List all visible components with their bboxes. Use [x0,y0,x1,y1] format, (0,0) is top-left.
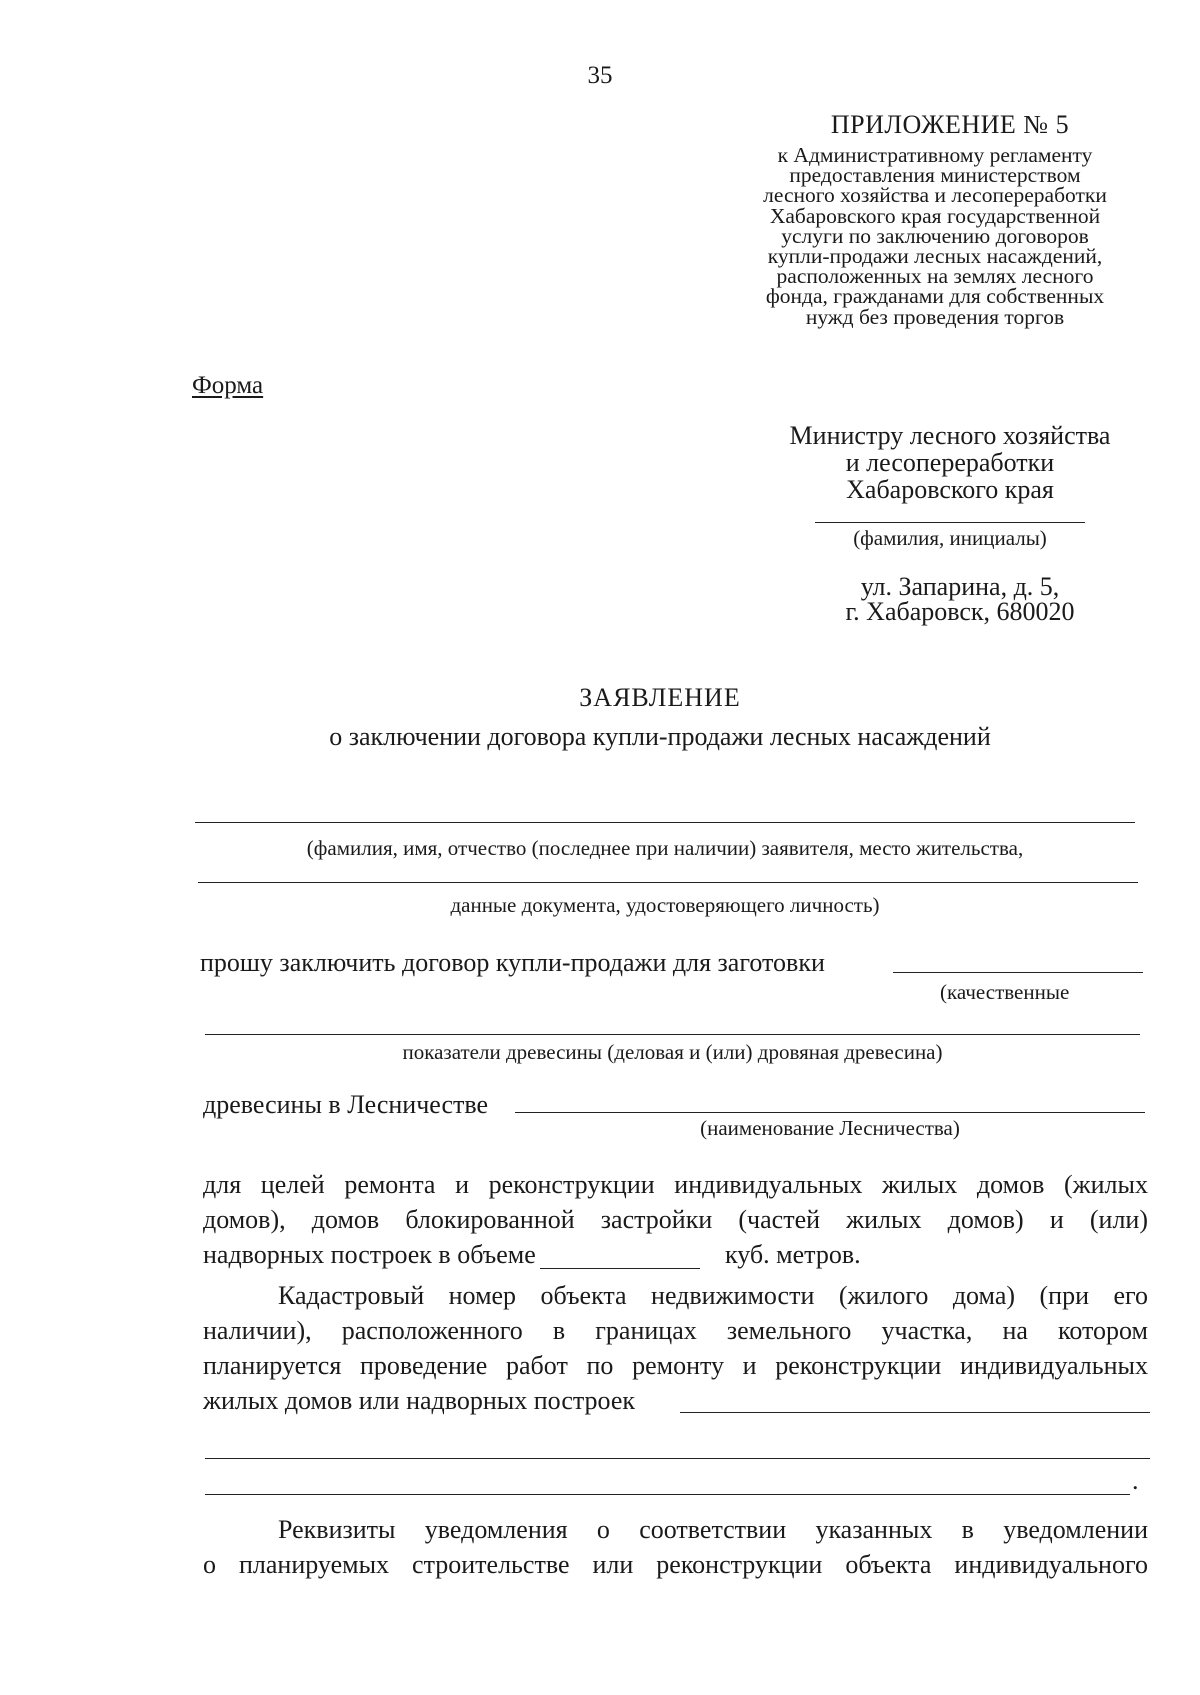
applicant-hint-1: (фамилия, имя, отчество (последнее при наличии) заявителя, место жительства, [306,836,1024,860]
cadastral-end-mark: . [1132,1466,1139,1495]
appendix-subtitle-line: к Административному регламенту [777,143,1093,167]
address-block [800,574,1120,624]
paragraph-notification-line: о планируемых строительстве или реконструкции объекта индивидуального [203,1550,1148,1579]
appendix-subtitle-line: лесного хозяйства и лесопереработки [763,183,1107,208]
forestry-field-line[interactable] [515,1112,1145,1113]
addressee-line: и лесопереработки [845,448,1055,477]
paragraph-purpose-line: домов), домов блокированной застройки (частей жилых домов) и (или) [203,1205,1148,1234]
addressee-line: Министру лесного хозяйства [789,421,1111,450]
appendix-subtitle-line: расположенных на землях лесного [776,264,1094,289]
volume-field-line[interactable] [540,1268,700,1269]
applicant-hint-2: данные документа, удостоверяющего личность) [450,893,880,917]
form-label: Форма [192,372,264,399]
page-number: 35 [587,62,613,89]
address-line: ул. Запарина, д. 5, [860,572,1060,601]
addressee-name-field-line[interactable] [815,522,1085,523]
wood-quality-field-line-2[interactable] [205,1034,1140,1035]
appendix-subtitle-line: услуги по заключению договоров [781,223,1089,248]
appendix-subtitle-line: купли-продажи лесных насаждений, [767,244,1103,269]
document-title: ЗАЯВЛЕНИЕ [579,683,741,712]
paragraph-purpose-line: надворных построек в объеме [203,1240,536,1269]
applicant-field-line-1[interactable] [195,822,1135,823]
paragraph-cadastral-line: наличии), расположенного в границах земельного участка, на котором [203,1316,1148,1345]
forestry-text: древесины в Лесничестве [203,1090,489,1119]
applicant-field-line-2[interactable] [198,882,1138,883]
paragraph-notification-line: Реквизиты уведомления о соответствии указанных в уведомлении [278,1515,1148,1544]
cadastral-field-line-1[interactable] [680,1412,1150,1413]
address-line: г. Хабаровск, 680020 [845,597,1075,626]
addressee-line: Хабаровского края [846,475,1054,504]
appendix-subtitle [725,145,1145,327]
wood-quality-hint-a: (качественные [940,980,1070,1004]
appendix-title: ПРИЛОЖЕНИЕ № 5 [830,110,1070,139]
appendix-subtitle-line: нужд без проведения торгов [805,304,1065,329]
wood-quality-hint-b: показатели древесины (деловая и (или) дровяная древесина) [402,1040,943,1064]
paragraph-purpose-line: для целей ремонта и реконструкции индивидуальных жилых домов (жилых [203,1170,1148,1199]
appendix-subtitle-line: Хабаровского края государственной [769,203,1101,228]
addressee-block [740,422,1160,503]
paragraph-cadastral-line: Кадастровый номер объекта недвижимости (жилого дома) (при его [278,1281,1148,1310]
document-subtitle: о заключении договора купли-продажи лесных насаждений [329,722,991,751]
appendix-subtitle-line: фонда, гражданами для собственных [765,284,1105,309]
paragraph-cadastral-line: планируется проведение работ по ремонту и реконструкции индивидуальных [203,1351,1148,1380]
cadastral-field-line-2[interactable] [205,1458,1150,1459]
forestry-hint: (наименование Лесничества) [700,1116,960,1140]
request-text: прошу заключить договор купли-продажи для заготовки [200,948,825,977]
addressee-name-hint: (фамилия, инициалы) [853,526,1047,550]
wood-quality-field-line-1[interactable] [893,972,1143,973]
cadastral-field-line-3[interactable] [205,1494,1130,1495]
appendix-subtitle-line: предоставления министерством [789,163,1081,188]
paragraph-cadastral-line: жилых домов или надворных построек [203,1386,636,1415]
volume-unit: куб. метров. [725,1240,861,1269]
